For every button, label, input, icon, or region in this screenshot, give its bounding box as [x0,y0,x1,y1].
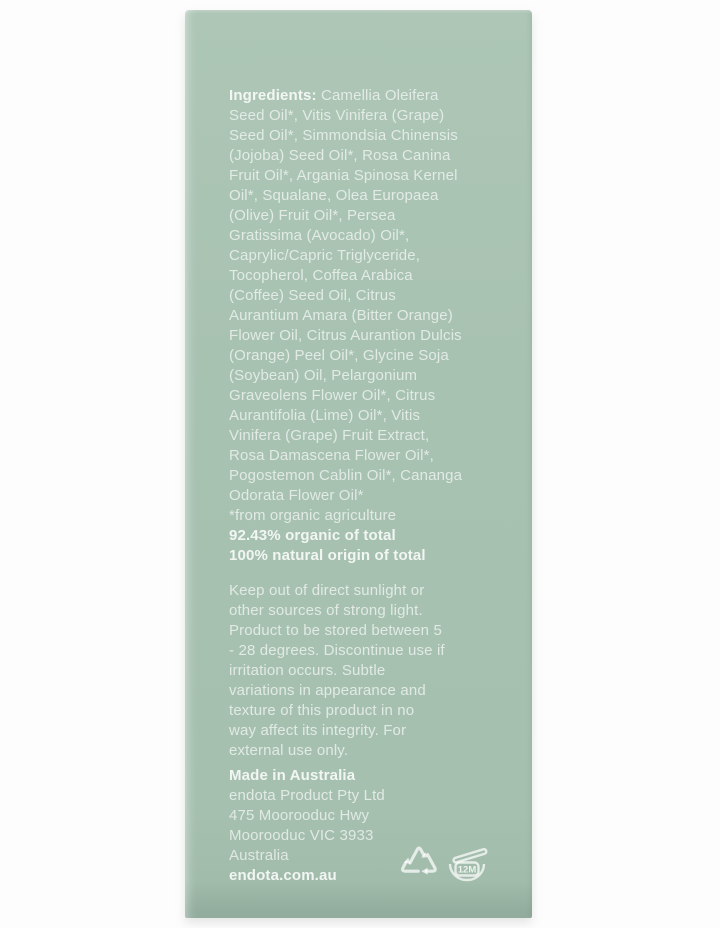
text-line: Flower Oil, Citrus Aurantion Dulcis [229,327,462,344]
text-line: Graveolens Flower Oil*, Citrus [229,387,436,404]
text-line: Aurantium Amara (Bitter Orange) [229,307,453,324]
text-line: Product to be stored between 5 [229,622,442,639]
pao-months-label: 12M [457,864,477,876]
text-line: other sources of strong light. [229,602,423,619]
organic-percentage: 92.43% organic of total [229,527,396,544]
period-after-opening-icon [444,844,492,884]
text-line: texture of this product in no [229,702,415,719]
organic-footnote: *from organic agriculture [229,507,397,524]
product-box-back-panel [185,10,532,918]
text-line: Keep out of direct sunlight or [229,582,425,599]
text-line: (Jojoba) Seed Oil*, Rosa Canina [229,147,451,164]
ingredients-lines [229,106,462,506]
ingredients-label: Ingredients: [229,87,317,104]
text-line: 475 Moorooduc Hwy [229,807,370,824]
text-line: way affect its integrity. For [229,722,407,739]
text-line: Moorooduc VIC 3933 [229,827,374,844]
text-line: Oil*, Squalane, Olea Europaea [229,187,439,204]
made-in-label: Made in Australia [229,767,356,784]
text-line: endota Product Pty Ltd [229,787,385,804]
natural-percentage: 100% natural origin of total [229,547,426,564]
text-line: Fruit Oil*, Argania Spinosa Kernel [229,167,458,184]
ingredients-first-line-rest: Camellia Oleifera [316,87,439,104]
text-line: Odorata Flower Oil* [229,487,364,504]
text-line: Seed Oil*, Vitis Vinifera (Grape) [229,107,445,124]
text-line: Australia [229,847,289,864]
text-line: Gratissima (Avocado) Oil*, [229,227,410,244]
manufacturer-address [229,786,385,866]
ingredients-first-line [229,86,462,106]
recycling-icon [398,840,440,880]
text-line: Seed Oil*, Simmondsia Chinensis [229,127,458,144]
text-line: (Olive) Fruit Oil*, Persea [229,207,396,224]
text-line: (Soybean) Oil, Pelargonium [229,367,418,384]
storage-instructions [229,581,445,761]
ingredients-section [229,86,462,566]
text-line: Pogostemon Cablin Oil*, Cananga [229,467,463,484]
text-line: Rosa Damascena Flower Oil*, [229,447,434,464]
text-line: external use only. [229,742,349,759]
text-line: - 28 degrees. Discontinue use if [229,642,445,659]
text-line: (Coffee) Seed Oil, Citrus [229,287,396,304]
text-line: variations in appearance and [229,682,426,699]
manufacturer-section [229,766,385,886]
website-text: endota.com.au [229,867,337,884]
text-line: Tocopherol, Coffea Arabica [229,267,413,284]
text-line: Aurantifolia (Lime) Oil*, Vitis [229,407,421,424]
text-line: Caprylic/Capric Triglyceride, [229,247,421,264]
text-line: Vinifera (Grape) Fruit Extract, [229,427,430,444]
text-line: irritation occurs. Subtle [229,662,386,679]
text-line: (Orange) Peel Oil*, Glycine Soja [229,347,449,364]
